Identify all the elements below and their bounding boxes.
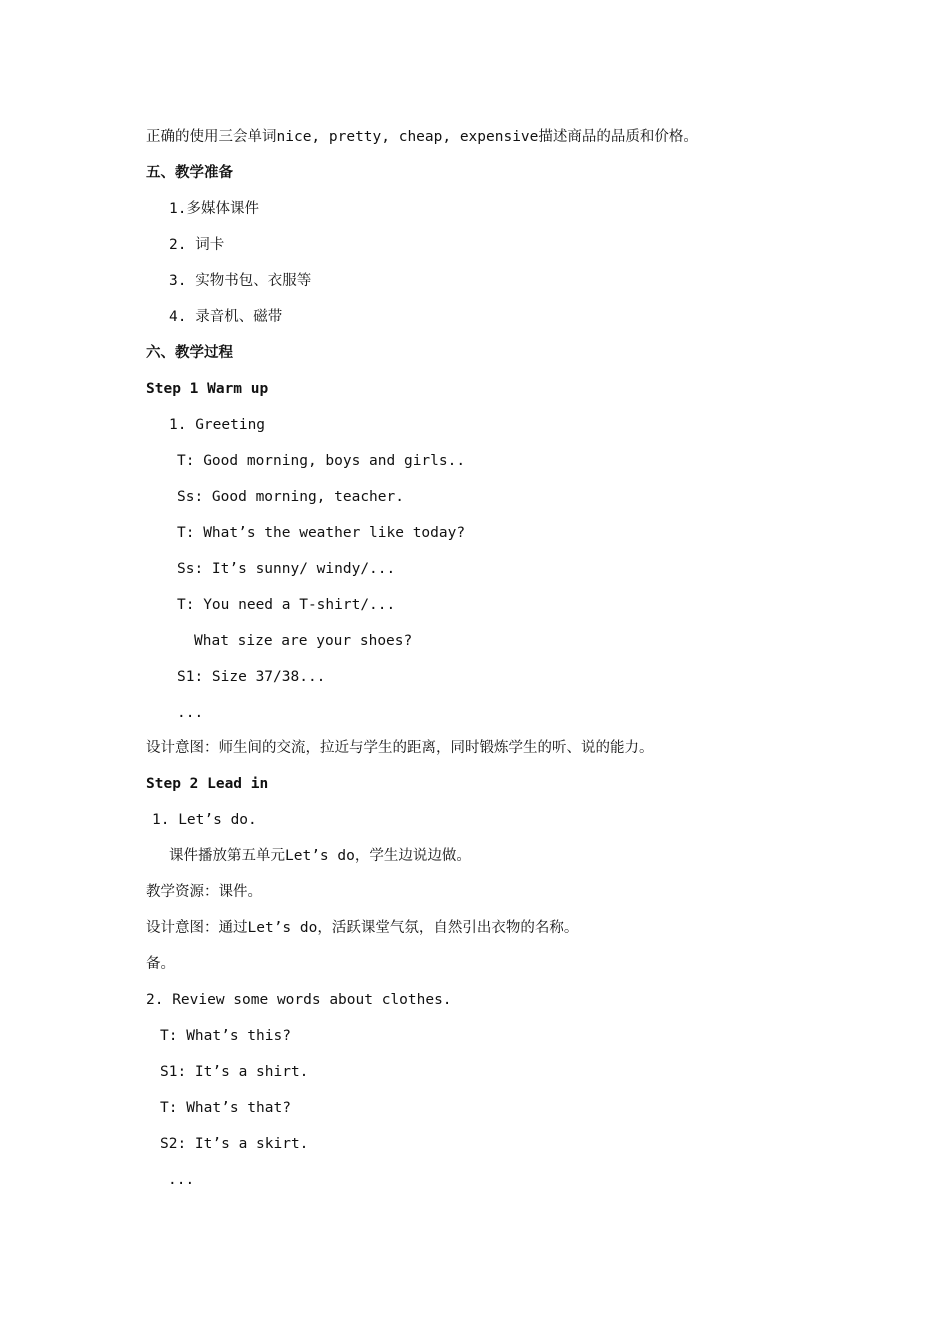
- dialogue-line: S2: It’s a skirt.: [160, 1136, 309, 1152]
- section-heading-preparation: 五、教学准备: [146, 165, 233, 181]
- resource-note: 教学资源：课件。: [146, 884, 262, 900]
- dialogue-line: T: What’s the weather like today?: [177, 525, 466, 541]
- dialogue-line: T: What’s that?: [160, 1100, 291, 1116]
- prep-item-3: 3. 实物书包、衣服等: [169, 273, 312, 289]
- courseware-note: 课件播放第五单元Let’s do，学生边说边做。: [169, 848, 471, 864]
- section-heading-process: 六、教学过程: [146, 345, 233, 361]
- design-intent: 设计意图：通过Let’s do，活跃课堂气氛，自然引出衣物的名称。: [146, 920, 579, 936]
- lets-do-item: 1. Let’s do.: [152, 812, 257, 828]
- dialogue-line: S1: Size 37/38...: [177, 669, 326, 685]
- objective-text: 正确的使用三会单词nice, pretty, cheap, expensive描述商品的品质和价格。: [146, 129, 698, 145]
- ellipsis: ...: [168, 1172, 195, 1188]
- prep-item-1: 1.多媒体课件: [169, 201, 259, 217]
- design-intent: 设计意图：师生间的交流，拉近与学生的距离，同时锻炼学生的听、说的能力。: [146, 740, 654, 756]
- review-item: 2. Review some words about clothes.: [146, 992, 452, 1008]
- dialogue-line: Ss: Good morning, teacher.: [177, 489, 404, 505]
- fragment-text: 备。: [146, 956, 175, 972]
- ellipsis: ...: [177, 705, 204, 721]
- dialogue-line: T: What’s this?: [160, 1028, 291, 1044]
- prep-item-4: 4. 录音机、磁带: [169, 309, 283, 325]
- greeting-item: 1. Greeting: [169, 417, 266, 433]
- prep-item-2: 2. 词卡: [169, 237, 225, 253]
- dialogue-line: T: Good morning, boys and girls..: [177, 453, 466, 469]
- dialogue-line: S1: It’s a shirt.: [160, 1064, 309, 1080]
- step-2-heading: Step 2 Lead in: [146, 776, 269, 792]
- dialogue-line: What size are your shoes?: [194, 633, 413, 649]
- dialogue-line: Ss: It’s sunny/ windy/...: [177, 561, 396, 577]
- step-1-heading: Step 1 Warm up: [146, 381, 269, 397]
- dialogue-line: T: You need a T-shirt/...: [177, 597, 396, 613]
